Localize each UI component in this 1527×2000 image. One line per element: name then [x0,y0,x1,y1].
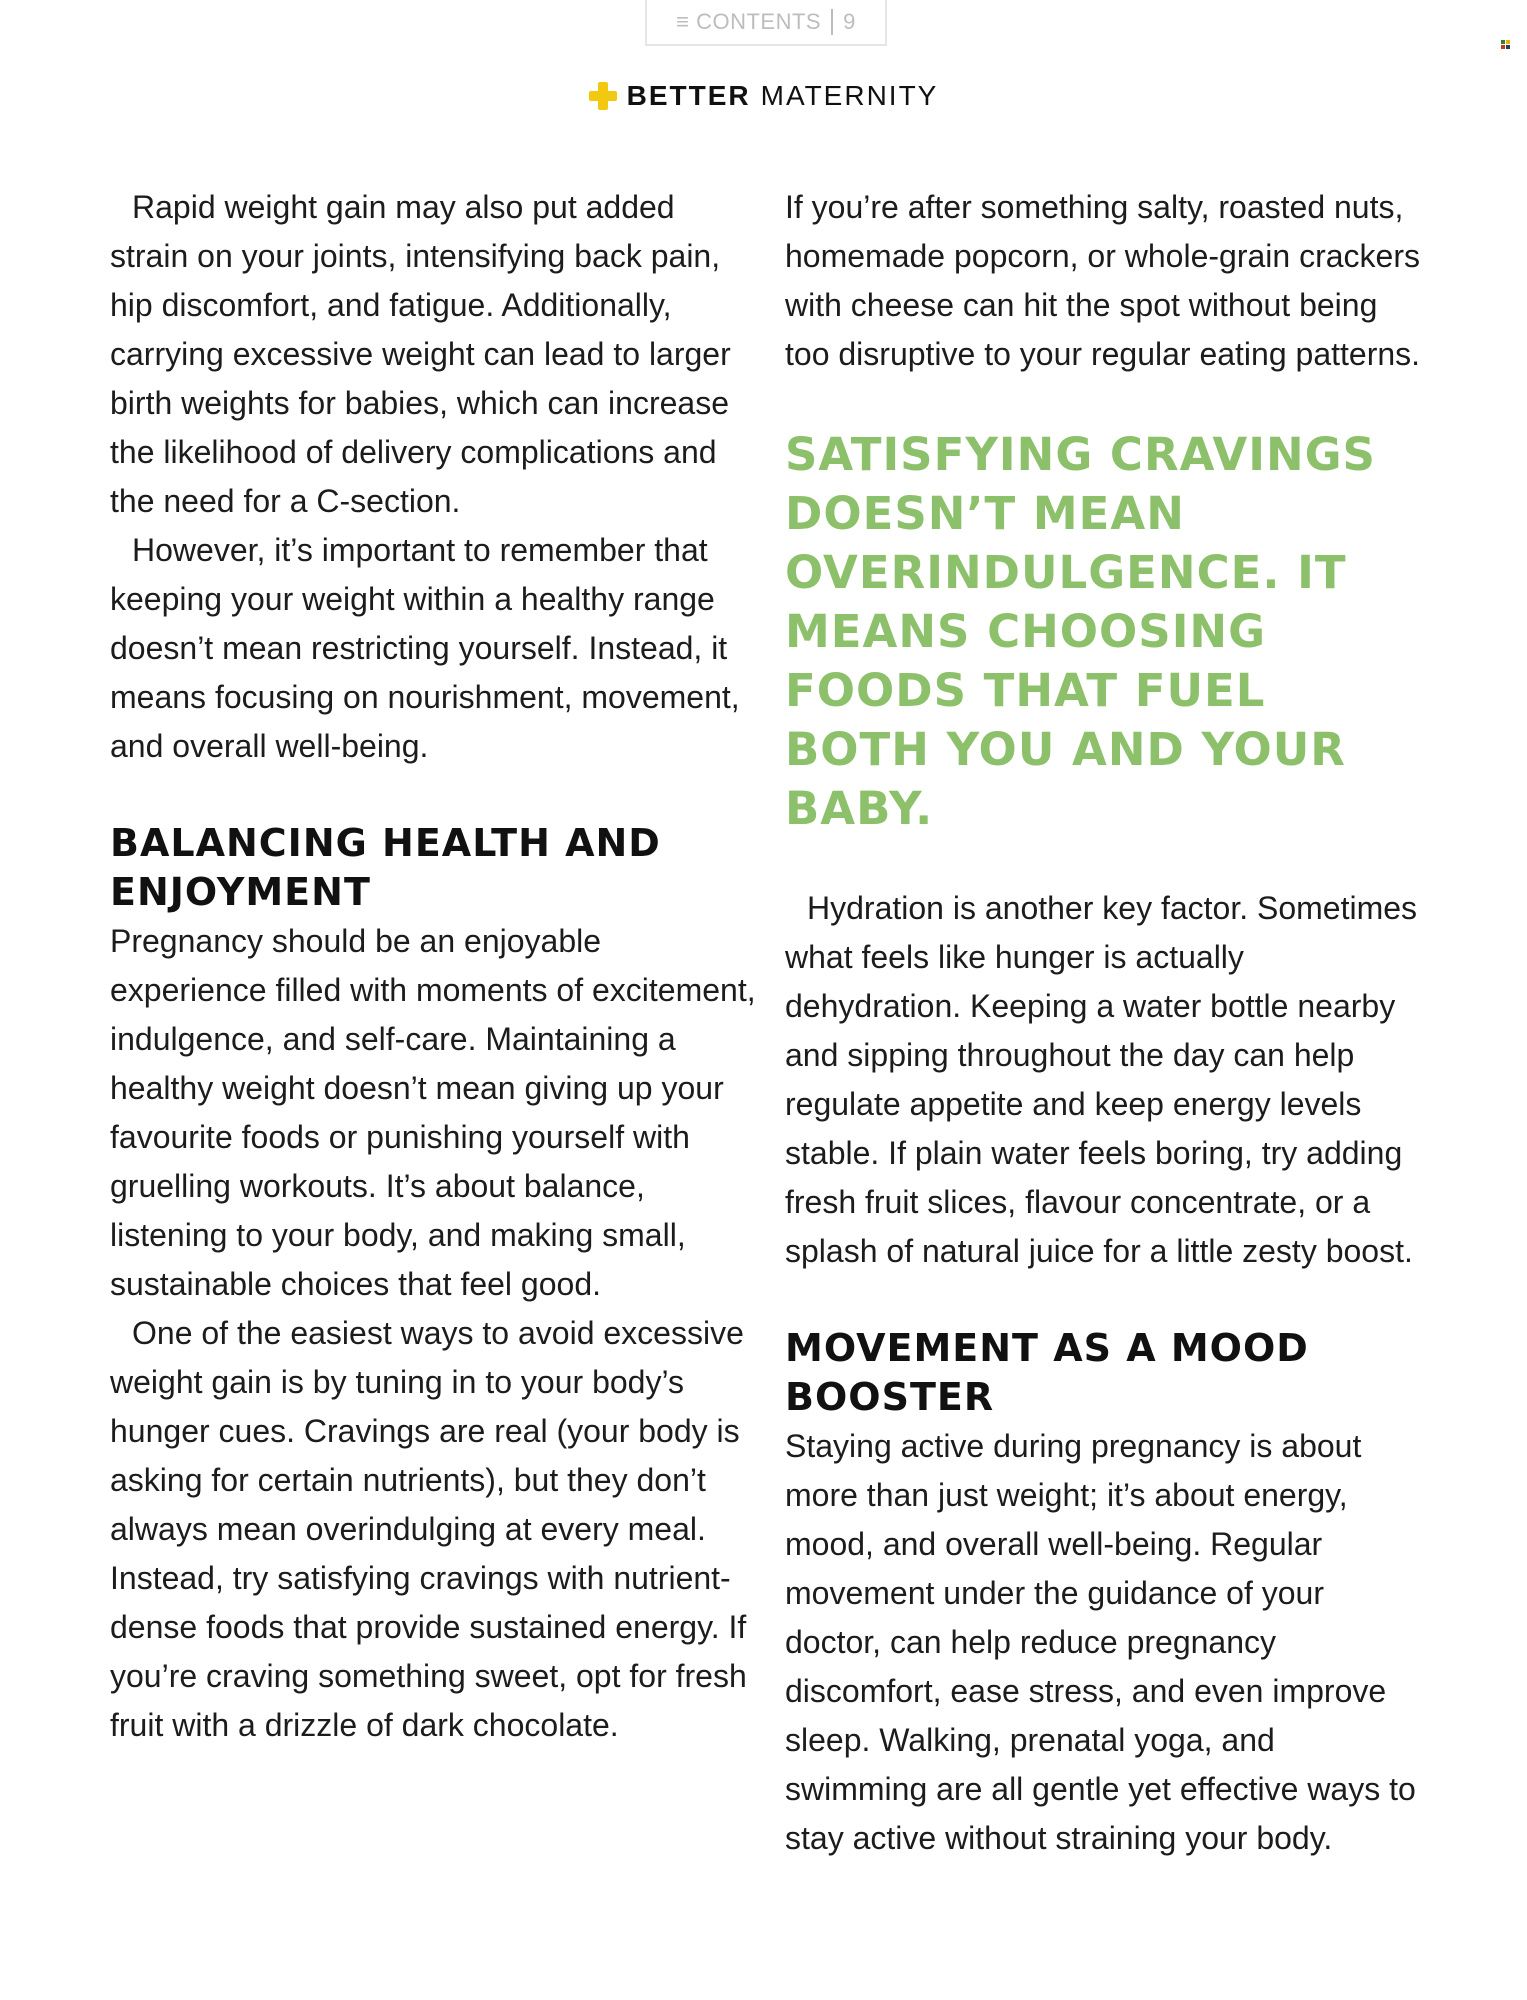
contents-tab[interactable] [645,0,887,46]
section-header [0,80,1527,112]
paragraph: If you’re after something salty, roasted nuts, homemade popcorn, or whole-grain crackers with cheese can hit the spot without being too disruptive to your regular eating patterns. [785,189,1421,372]
paragraph: Hydration is another key factor. Sometimes what feels like hunger is actually dehydration. Keeping a water bottle nearby and sipping throughout the day can help regulate appetite and keep energy levels stable. If plain water feels boring, try adding fresh fruit slices, flavour concentrate, or a splash of natural juice for a little zesty boost. [785,890,1418,1269]
right-column [785,183,1425,1863]
pull-quote: SATISFYING CRAVINGS DOESN’T MEAN OVERINDULGENCE. IT MEANS CHOOSING FOODS THAT FUEL BOTH YOU AND YOUR BABY. [785,428,1376,835]
header-bold: BETTER [626,80,751,111]
header-rest: MATERNITY [760,80,939,111]
paragraph: Staying active during pregnancy is about more than just weight; it’s about energy, mood, and overall well-being. Regular movement under the guidance of your doctor, can help reduce pregnancy discomfort, ease stress, and even improve sleep. Walking, prenatal yoga, and swimming are all gentle yet effective ways to stay active without straining your body. [785,1428,1416,1856]
paragraph: Pregnancy should be an enjoyable experience filled with moments of excitement, indulgence, and self-care. Maintaining a healthy weight doesn’t mean giving up your favourite foods or punishing yourself with gruelling workouts. It’s about balance, listening to your body, and making small, sustainable choices that feel good. [110,923,756,1302]
contents-label: ≡ CONTENTS [676,9,822,34]
paragraph: One of the easiest ways to avoid excessive weight gain is by tuning in to your body’s hunger cues. Cravings are real (your body is asking for certain nutrients), but they don’t always mean overindulging at every meal. Instead, try satisfying cravings with nutrient-dense foods that provide sustained energy. If you’re craving something sweet, opt for fresh fruit with a drizzle of dark chocolate. [110,1315,747,1743]
corner-mark [1501,40,1511,50]
left-column [110,183,760,1750]
tab-divider [831,9,833,35]
paragraph: Rapid weight gain may also put added strain on your joints, intensifying back pain, hip discomfort, and fatigue. Additionally, carrying excessive weight can lead to larger birth weights for babies, which can increase the likelihood of delivery complications and the need for a C-section. [110,189,731,519]
page-number: 9 [843,9,856,34]
subheading: MOVEMENT AS A MOOD BOOSTER [785,1326,1309,1419]
plus-cross-icon [589,82,617,110]
paragraph: However, it’s important to remember that keeping your weight within a healthy range doesn’t mean restricting yourself. Instead, it means focusing on nourishment, movement, and overall well-being. [110,532,740,764]
subheading: BALANCING HEALTH AND ENJOYMENT [110,821,661,914]
